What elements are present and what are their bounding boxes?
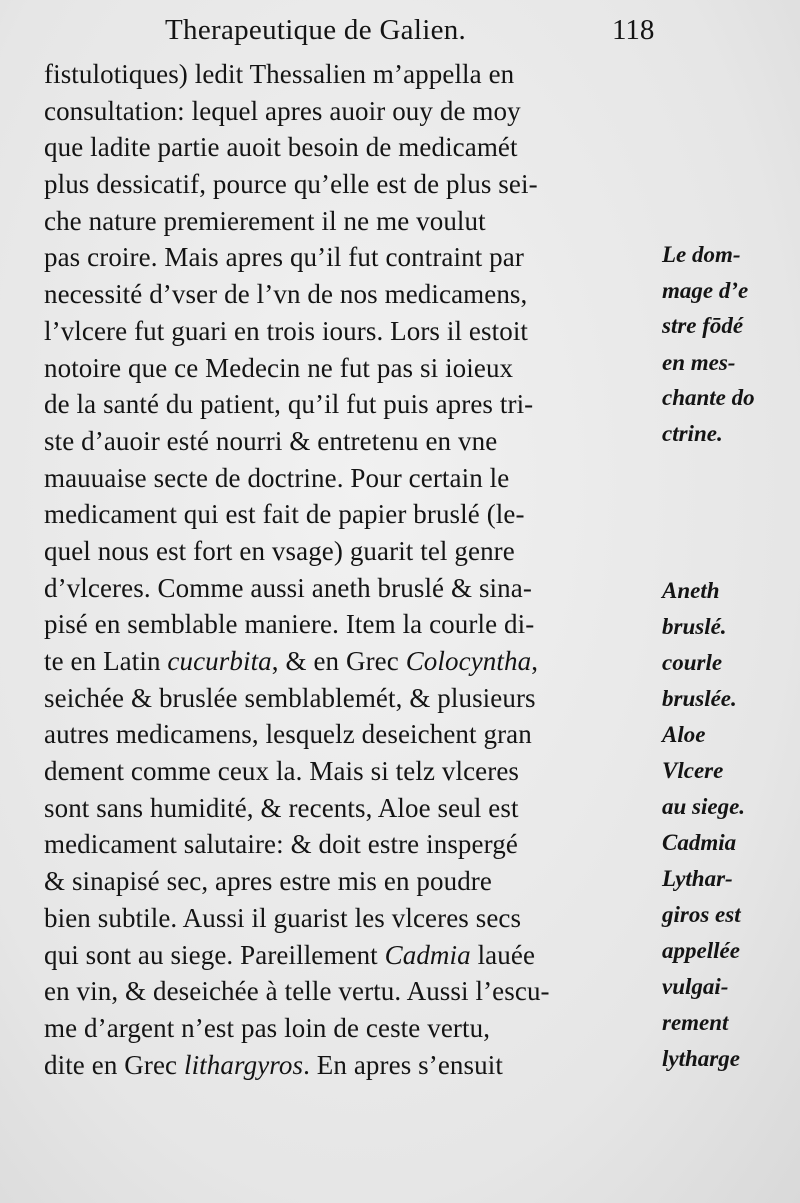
- margin-note: stre fōdé: [662, 313, 744, 338]
- margin-note: bruslée.: [662, 686, 737, 711]
- text-line: [44, 350, 664, 387]
- text-line: [44, 826, 664, 863]
- page-number: 118: [612, 14, 655, 46]
- line-segment: medicament salutaire: & doit estre inspergé: [44, 829, 518, 860]
- italic-term: Colocyntha: [405, 646, 532, 676]
- text-line: [44, 973, 664, 1010]
- margin-note: Lythar-: [662, 866, 733, 891]
- line-segment: lauée: [470, 939, 536, 970]
- line-segment: sont sans humidité, & recents, Aloe seul est: [44, 792, 519, 823]
- line-segment: dite en Grec: [44, 1049, 184, 1080]
- margin-note: bruslé.: [662, 614, 727, 639]
- line-segment: que ladite partie auoit besoin de medicamét: [44, 132, 518, 163]
- text-line: [44, 937, 664, 974]
- text-line: [44, 166, 664, 203]
- text-line: [44, 680, 664, 717]
- text-line: [44, 863, 664, 900]
- text-line: [44, 900, 664, 937]
- line-segment: & sinapisé sec, apres estre mis en poudre: [44, 866, 492, 897]
- text-line: [44, 533, 664, 570]
- margin-note: en mes-: [662, 350, 736, 375]
- text-line: [44, 643, 664, 680]
- text-line: [44, 606, 664, 643]
- line-segment: , & en Grec: [271, 646, 406, 676]
- running-title: Therapeutique de Galien.: [165, 14, 467, 46]
- text-line: [44, 570, 664, 607]
- text-line: [44, 129, 664, 166]
- line-segment: consultation: lequel apres auoir ouy de moy: [44, 95, 521, 126]
- line-segment: medicament qui est fait de papier bruslé (le-: [44, 499, 525, 530]
- line-segment: pas croire. Mais apres qu’il fut contraint par: [44, 242, 524, 273]
- text-line: [44, 496, 664, 533]
- line-segment: fistulotiques) ledit Thessalien m’appella en: [44, 59, 515, 89]
- margin-note: Vlcere: [662, 758, 724, 783]
- italic-term: lithargyros: [183, 1049, 304, 1080]
- text-line: [44, 1010, 664, 1047]
- margin-note: giros est: [662, 902, 741, 927]
- italic-term: cucurbita: [167, 646, 272, 676]
- line-segment: autres medicamens, lesquelz deseichent gran: [44, 719, 532, 750]
- text-line: [44, 423, 664, 460]
- line-segment: mauuaise secte de doctrine. Pour certain le: [44, 462, 510, 493]
- italic-term: Cadmia: [384, 939, 471, 970]
- text-line: [44, 386, 664, 423]
- margin-note: ctrine.: [662, 421, 723, 446]
- line-segment: seichée & bruslée semblablemét, & plusieurs: [44, 682, 536, 713]
- margin-note: lytharge: [662, 1046, 740, 1071]
- text-line: [44, 313, 664, 350]
- text-line: [44, 56, 664, 93]
- text-line: [44, 93, 664, 130]
- margin-note: Le dom-: [662, 242, 741, 267]
- line-segment: quel nous est fort en vsage) guarit tel genre: [44, 535, 515, 566]
- margin-note: vulgai-: [662, 974, 729, 999]
- line-segment: bien subtile. Aussi il guarist les vlceres secs: [44, 902, 522, 933]
- line-segment: pisé en semblable maniere. Item la courle di-: [44, 609, 535, 640]
- text-line: [44, 790, 664, 827]
- line-segment: ,: [531, 646, 539, 676]
- line-segment: notoire que ce Medecin ne fut pas si ioieux: [44, 352, 514, 383]
- margin-note: courle: [662, 650, 723, 675]
- margin-note: Cadmia: [662, 830, 737, 855]
- line-segment: en vin, & deseichée à telle vertu. Aussi l’escu-: [44, 976, 550, 1007]
- line-segment: . En apres s’ensuit: [303, 1049, 503, 1080]
- text-line: [44, 203, 664, 240]
- line-segment: d’vlceres. Comme aussi aneth bruslé & sina-: [44, 572, 532, 603]
- line-segment: te en Latin: [44, 646, 168, 676]
- line-segment: qui sont au siege. Pareillement: [44, 939, 385, 970]
- margin-notes: [662, 0, 798, 1203]
- text-line: [44, 239, 664, 276]
- margin-note: chante do: [662, 385, 755, 410]
- margin-note: mage d’e: [662, 278, 749, 303]
- line-segment: de la santé du patient, qu’il fut puis apres tri-: [44, 389, 534, 420]
- text-line: [44, 1047, 664, 1084]
- line-segment: che nature premierement il ne me voulut: [44, 205, 486, 236]
- margin-note: Aloe: [662, 722, 706, 747]
- line-segment: l’vlcere fut guari en trois iours. Lors il estoit: [44, 315, 529, 346]
- line-segment: ste d’auoir esté nourri & entretenu en vne: [44, 425, 498, 456]
- margin-note: Aneth: [662, 578, 720, 603]
- line-segment: plus dessicatif, pource qu’elle est de plus sei-: [44, 169, 538, 200]
- line-segment: necessité d’vser de l’vn de nos medicamens,: [44, 279, 528, 310]
- text-line: [44, 276, 664, 313]
- margin-note: appellée: [662, 938, 740, 963]
- text-line: [44, 716, 664, 753]
- line-segment: me d’argent n’est pas loin de ceste vertu,: [44, 1012, 491, 1043]
- text-line: [44, 460, 664, 497]
- line-segment: dement comme ceux la. Mais si telz vlceres: [44, 756, 520, 787]
- body-text: [44, 56, 664, 1083]
- text-line: [44, 753, 664, 790]
- margin-note: rement: [662, 1010, 729, 1035]
- margin-note: au siege.: [662, 794, 746, 819]
